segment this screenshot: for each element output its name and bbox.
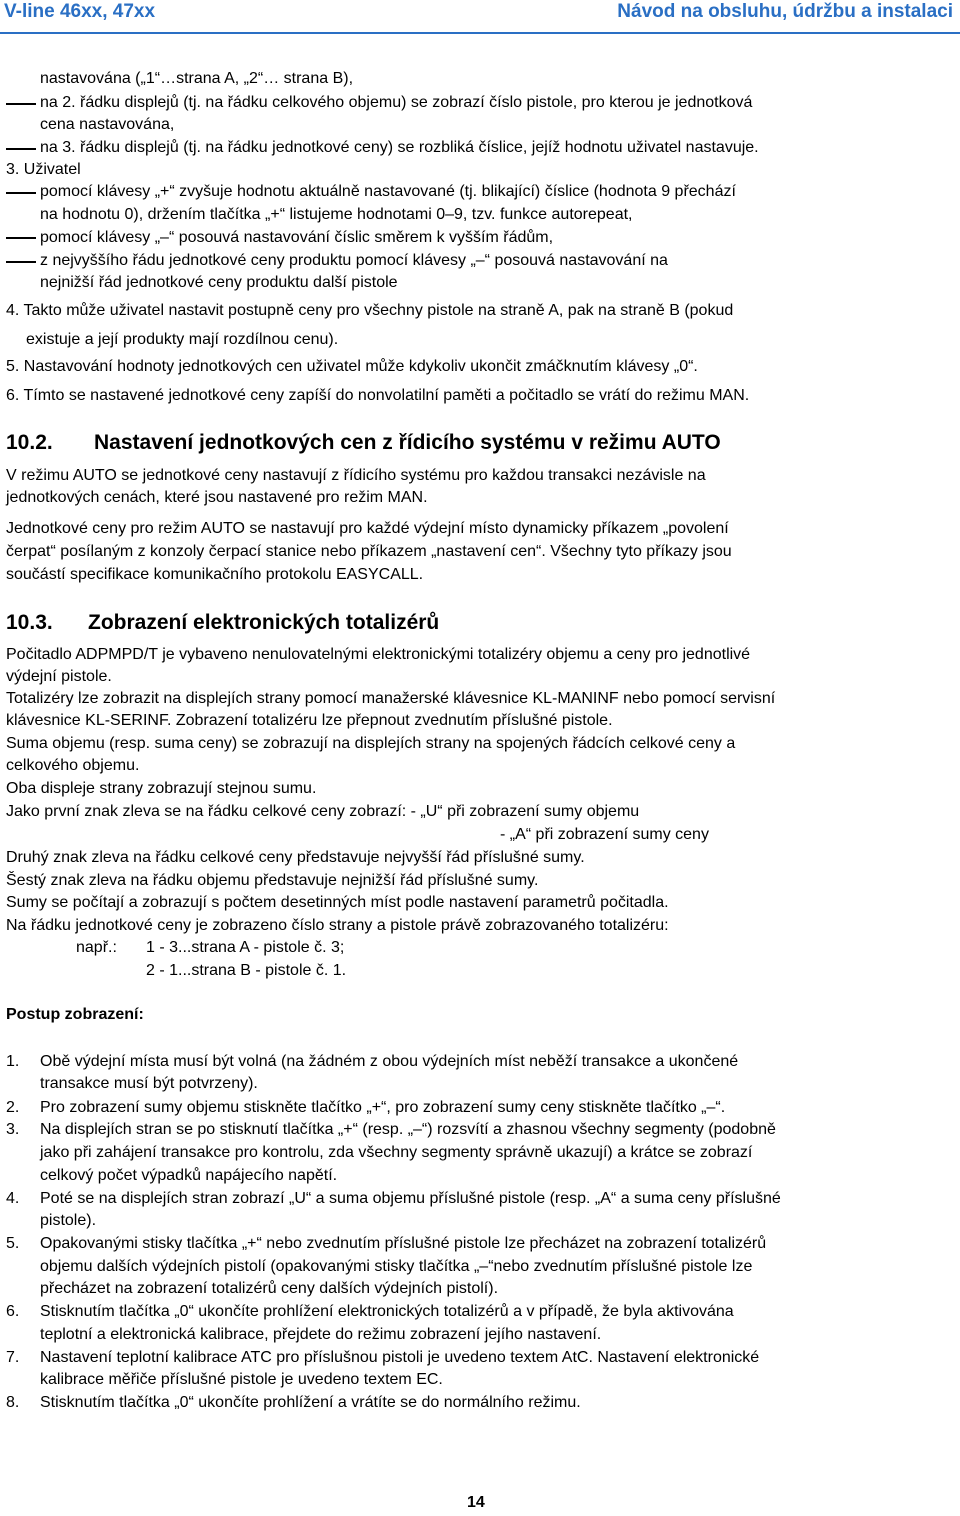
step-line: Poté se na displejích stran zobrazí „U“ a suma objemu příslušné pistole (resp. „A“ a suma ceny příslušné	[40, 1190, 781, 1207]
step-line: Nastavení teplotní kalibrace ATC pro příslušnou pistoli je uvedeno textem AtC. Nastavení elektronické	[40, 1349, 760, 1366]
step-line: Pro zobrazení sumy objemu stiskněte tlačítko „+“, pro zobrazení sumy ceny stiskněte tlačítko „–“.	[40, 1099, 726, 1116]
intro-step: 3. Uživatel	[6, 161, 81, 178]
step-line: Opakovanými stisky tlačítka „+“ nebo zvednutím příslušné pistole lze přecházet na zobrazení totalizérů	[40, 1235, 767, 1252]
paragraph-line: výdejní pistole.	[6, 668, 112, 685]
intro-line: nastavována („1“…strana A, „2“… strana B),	[40, 70, 354, 87]
step-line: Stisknutím tlačítka „0“ ukončíte prohlížení elektronických totalizérů a v případě, že byla aktivována	[40, 1303, 734, 1320]
paragraph-line: čerpat“ posílaným z konzoly čerpací stanice nebo příkazem „nastavení cen“. Všechny tyto příkazy jsou	[6, 543, 732, 560]
step-number: 8.	[6, 1394, 20, 1411]
dash-bullet	[6, 148, 36, 150]
intro-step: 4. Takto může uživatel nastavit postupně ceny pro všechny pistole na straně A, pak na straně B (pokud	[6, 302, 734, 319]
paragraph-line: Na řádku jednotkové ceny je zobrazeno číslo strany a pistole právě zobrazovaného totalizéru:	[6, 917, 669, 934]
paragraph-line: Totalizéry lze zobrazit na displejích strany pomocí manažerské klávesnice KL-MANINF nebo pomocí servisní	[6, 690, 776, 707]
intro-line: pomocí klávesy „+“ zvyšuje hodnotu aktuálně nastavované (tj. blikající) číslice (hodnota 9 přechází	[40, 183, 736, 200]
header-product: V-line 46xx, 47xx	[4, 1, 156, 22]
intro-step: 6. Tímto se nastavené jednotkové ceny zapíší do nonvolatilní paměti a počitadlo se vrátí do režimu MAN.	[6, 387, 750, 404]
intro-line: na 3. řádku displejů (tj. na řádku jednotkové ceny) se rozbliká číslice, jejíž hodnotu uživatel nastavuje.	[40, 139, 759, 156]
step-number: 7.	[6, 1349, 20, 1366]
step-line: Stisknutím tlačítka „0“ ukončíte prohlížení a vrátíte se do normálního režimu.	[40, 1394, 581, 1411]
dash-bullet	[6, 103, 36, 105]
step-number: 2.	[6, 1099, 20, 1116]
step-line: teplotní a elektronická kalibrace, přejdete do režimu zobrazení jejího nastavení.	[40, 1326, 602, 1343]
step-line: jako při zahájení transakce pro kontrolu, zda všechny segmenty správně ukazují) a krátce se zobrazí	[40, 1144, 753, 1161]
example-line: 2 - 1...strana B - pistole č. 1.	[146, 962, 347, 979]
paragraph-line: Počitadlo ADPMPD/T je vybaveno nenulovatelnými elektronickými totalizéry objemu a ceny pro jednotlivé	[6, 646, 751, 663]
page-number: 14	[467, 1494, 485, 1511]
paragraph-line: Sumy se počítají a zobrazují s počtem desetinných míst podle nastavení parametrů počitadla.	[6, 894, 669, 911]
dash-bullet	[6, 237, 36, 239]
section-number: 10.2.	[6, 431, 53, 454]
step-number: 6.	[6, 1303, 20, 1320]
step-line: kalibrace měřiče příslušné pistole je uvedeno textem EC.	[40, 1371, 443, 1388]
step-line: Obě výdejní místa musí být volná (na žádném z obou výdejních míst neběží transakce a ukončené	[40, 1053, 739, 1070]
paragraph-line: Jako první znak zleva se na řádku celkové ceny zobrazí: - „U“ při zobrazení sumy objemu	[6, 803, 640, 820]
paragraph-line: jednotkových cenách, které jsou nastavené pro režim MAN.	[6, 489, 428, 506]
intro-line: nejnižší řád jednotkové ceny produktu další pistole	[40, 274, 398, 291]
step-number: 3.	[6, 1121, 20, 1138]
section-number: 10.3.	[6, 611, 53, 634]
procedure-heading: Postup zobrazení:	[6, 1006, 144, 1023]
paragraph-line: Šestý znak zleva na řádku objemu představuje nejnižší řád příslušné sumy.	[6, 872, 539, 889]
dash-bullet	[6, 261, 36, 263]
step-line: přecházet na zobrazení totalizérů ceny dalších výdejních pistolí).	[40, 1280, 499, 1297]
section-title: Zobrazení elektronických totalizérů	[88, 611, 440, 634]
step-number: 5.	[6, 1235, 20, 1252]
example-line: 1 - 3...strana A - pistole č. 3;	[146, 939, 345, 956]
paragraph-line: součástí specifikace komunikačního protokolu EASYCALL.	[6, 566, 424, 583]
intro-step: 5. Nastavování hodnoty jednotkových cen uživatel může kdykoliv ukončit zmáčknutím klávesy „0“.	[6, 358, 698, 375]
paragraph-line: klávesnice KL-SERINF. Zobrazení totalizéru lze přepnout zvednutím příslušné pistole.	[6, 712, 613, 729]
intro-line: na 2. řádku displejů (tj. na řádku celkového objemu) se zobrazí číslo pistole, pro kterou je jednotková	[40, 94, 753, 111]
paragraph-line: Suma objemu (resp. suma ceny) se zobrazují na displejích strany na spojených řádcích celkové ceny a	[6, 735, 736, 752]
dash-bullet	[6, 192, 36, 194]
step-line: celkový počet výpadků napájecího napětí.	[40, 1167, 338, 1184]
paragraph-line: - „A“ při zobrazení sumy ceny	[500, 826, 709, 843]
paragraph-line: Jednotkové ceny pro režim AUTO se nastavují pro každé výdejní místo dynamicky příkazem „povolení	[6, 520, 729, 537]
header-rule	[0, 32, 960, 34]
paragraph-line: celkového objemu.	[6, 757, 140, 774]
paragraph-line: Oba displeje strany zobrazují stejnou sumu.	[6, 780, 317, 797]
intro-line: cena nastavována,	[40, 116, 175, 133]
example-label: např.:	[76, 939, 117, 956]
step-line: transakce musí být potvrzeny).	[40, 1075, 258, 1092]
paragraph-line: V režimu AUTO se jednotkové ceny nastavují z řídicího systému pro každou transakci nezávisle na	[6, 467, 706, 484]
header-manual-title: Návod na obsluhu, údržbu a instalaci	[617, 1, 953, 22]
step-number: 4.	[6, 1190, 20, 1207]
step-line: Na displejích stran se po stisknutí tlačítka „+“ (resp. „–“) rozsvítí a zhasnou všechny segmenty (podobně	[40, 1121, 776, 1138]
step-line: objemu dalších výdejních pistolí (opakovanými stisky tlačítka „–“nebo zvednutím příslušné pistole lze	[40, 1258, 753, 1275]
step-number: 1.	[6, 1053, 20, 1070]
intro-line: z nejvyššího řádu jednotkové ceny produktu pomocí klávesy „–“ posouvá nastavování na	[40, 252, 668, 269]
intro-line: pomocí klávesy „–“ posouvá nastavování číslic směrem k vyšším řádům,	[40, 229, 554, 246]
paragraph-line: Druhý znak zleva na řádku celkové ceny představuje nejvyšší řád příslušné sumy.	[6, 849, 585, 866]
page-header	[0, 0, 960, 34]
section-title: Nastavení jednotkových cen z řídicího systému v režimu AUTO	[94, 431, 721, 454]
step-line: pistole).	[40, 1212, 97, 1229]
intro-line: na hodnotu 0), držením tlačítka „+“ listujeme hodnotami 0–9, tzv. funkce autorepeat,	[40, 206, 633, 223]
intro-line: existuje a její produkty mají rozdílnou cenu).	[26, 331, 339, 348]
